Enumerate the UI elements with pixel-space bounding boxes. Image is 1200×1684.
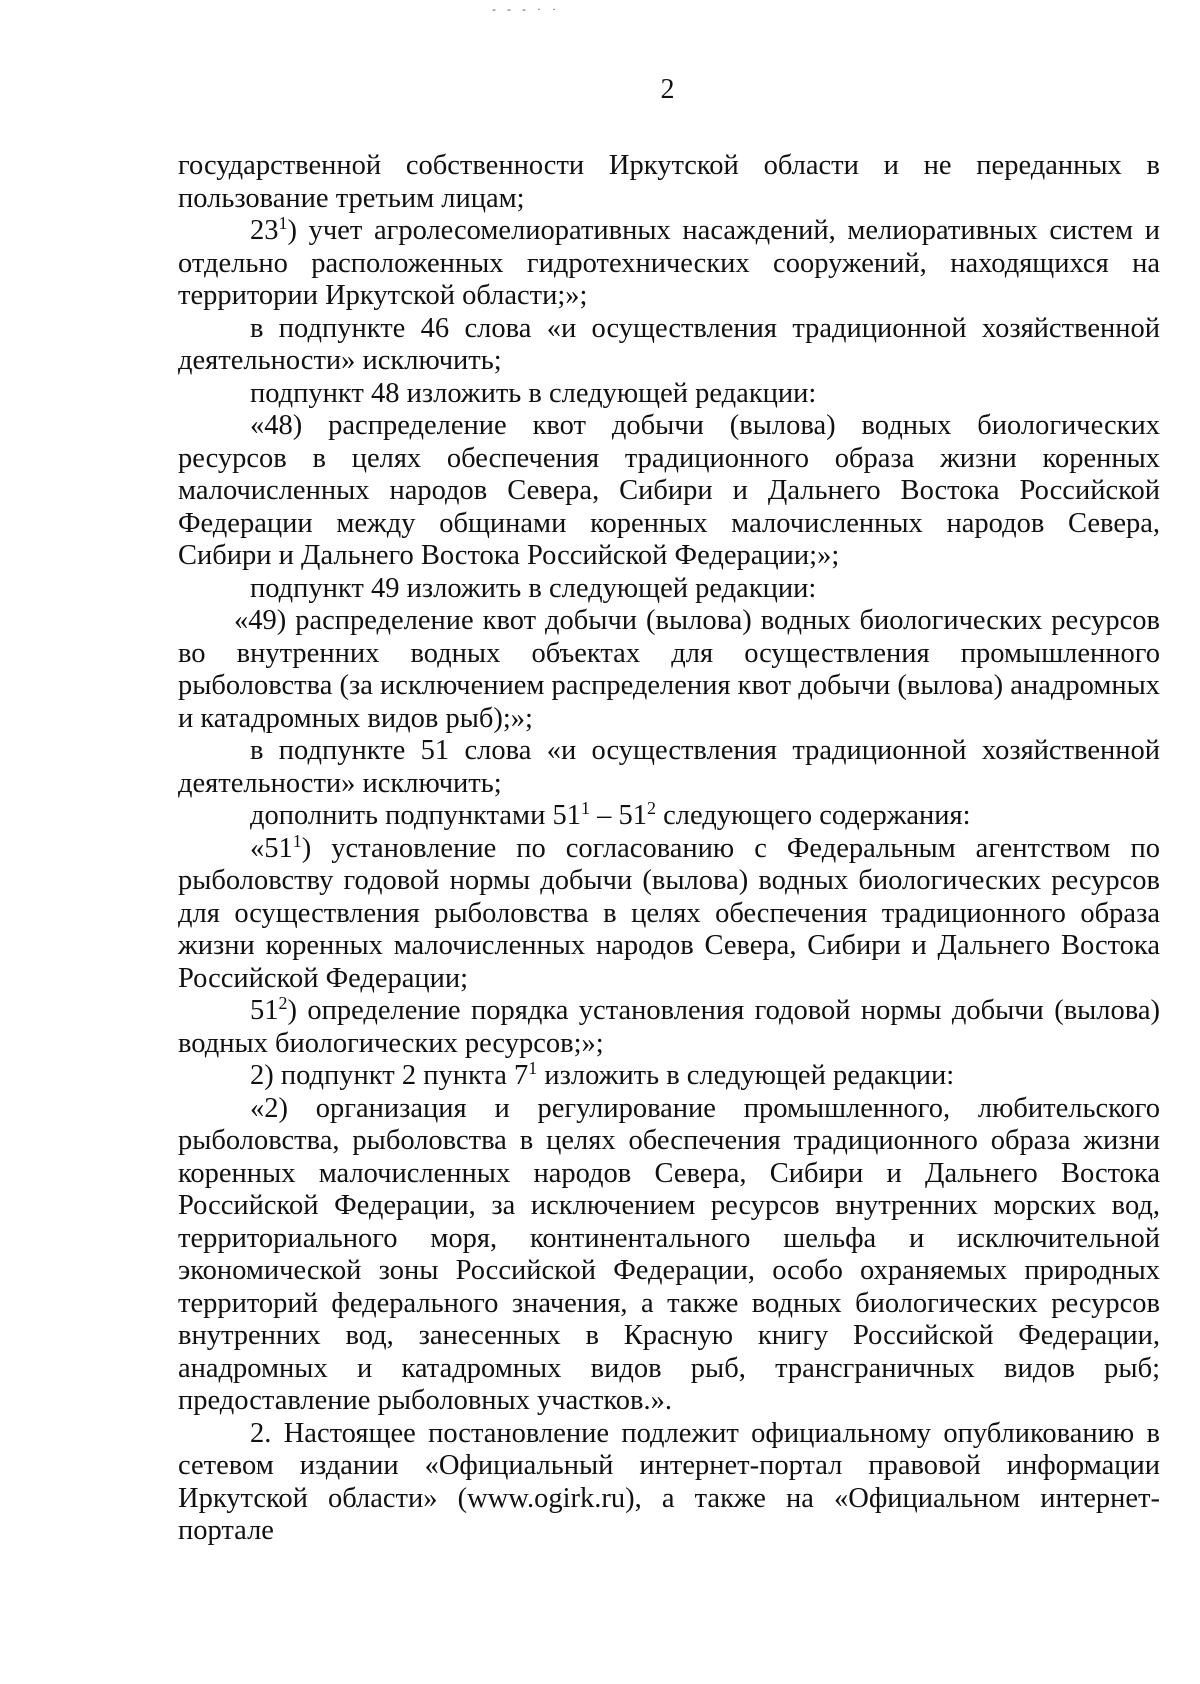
paragraph [178,1418,1160,1548]
paragraph [178,378,1160,411]
paragraph [178,800,1160,833]
paragraph [178,573,1160,606]
paragraph-text: следующего содержания: [655,800,971,831]
paragraph [178,995,1160,1060]
paragraph-text: ) установление по согласованию с Федеральным агентством по рыболовству годовой нормы добычи (вылова) водных биологических ресурсов для осуществления рыболовства в целях обеспечения традиционного образа жизни коренных малочисленных народов Севера, Сибири и Дальнего Востока Российской Федерации; [178,832,1160,994]
paragraph [178,735,1160,800]
paragraph [178,830,1160,996]
paragraph-text: подпункт 49 изложить в следующей редакции: [250,572,817,604]
paragraph-text: в подпункте 51 слова «и осуществления традиционной хозяйственной деятельности» исключить; [178,735,1160,799]
paragraph [178,313,1160,378]
paragraph-text: подпункт 48 изложить в следующей редакции: [250,377,817,409]
scan-artifact: - - - · · [492,2,560,16]
superscript-index: 1 [580,798,590,818]
superscript-index: 2 [646,798,656,818]
paragraph-text: «48) распределение квот добычи (вылова) водных биологических ресурсов в целях обеспечения традиционного образа жизни коренных малочисленных народов Севера, Сибири и Дальнего Востока Российской Федерации между общинами коренных малочисленных народов Севера, Сибири и Дальнего Востока Российской Федерации;»; [178,410,1160,571]
paragraph-text: ) учет агролесомелиоративных насаждений, мелиоративных систем и отдельно расположенных гидротехнических сооружений, находящихся на территории Иркутской области;»; [178,215,1160,311]
paragraph [178,1093,1160,1418]
paragraph [178,150,1160,215]
paragraph-text: 2. Настоящее постановление подлежит официальному опубликованию в сетевом издании «Официальный интернет-портал правовой информации Иркутской области» (www.ogirk.ru), а также на «Официальном интернет-портале [178,1417,1160,1546]
paragraph-text: 23 [250,215,279,246]
document-body [178,150,1160,1548]
paragraph-text: в подпункте 46 слова «и осуществления традиционной хозяйственной деятельности» исключить; [178,312,1160,376]
paragraph-text: дополнить подпунктами 51 [250,800,581,831]
paragraph-text: «2) организация и регулирование промышленного, любительского рыболовства, рыболовства в целях обеспечения традиционного образа жизни коренных малочисленных народов Севера, Сибири и Дальнего Востока Российской Федерации, за исключением ресурсов внутренних морских вод, территориального моря, континентального шельфа и исключительной экономической зоны Российской Федерации, особо охраняемых природных территорий федерального значения, а также водных биологических ресурсов внутренних вод, занесенных в Красную книгу Российской Федерации, анадромных и катадромных видов рыб, трансграничных видов рыб; предоставление рыболовных участков.». [178,1092,1160,1416]
paragraph-text: изложить в следующей редакции: [537,1060,955,1091]
paragraph [178,215,1160,313]
paragraph [178,410,1160,573]
paragraph-text: «51 [250,832,293,864]
superscript-index: 1 [528,1058,538,1078]
paragraph-text: государственной собственности Иркутской области и не переданных в пользование третьим лицам; [178,150,1160,214]
paragraph-text: «49) распределение квот добычи (вылова) водных биологических ресурсов во внутренних водных объектах для осуществления промышленного рыболовства (за исключением распределения квот добычи (вылова) анадромных и катадромных видов рыб);»; [178,605,1160,734]
paragraph-text: 2) подпункт 2 пункта 7 [250,1060,529,1091]
superscript-index: 1 [292,830,302,851]
page-number: 2 [660,74,675,105]
paragraph-text: – 51 [589,800,647,831]
paragraph [178,605,1160,735]
paragraph-text: ) определение порядка установления годовой нормы добычи (вылова) водных биологических ресурсов;»; [178,995,1160,1059]
paragraph [178,1060,1160,1093]
paragraph-text: 51 [250,995,279,1026]
superscript-index: 2 [278,993,288,1013]
superscript-index: 1 [278,213,288,233]
